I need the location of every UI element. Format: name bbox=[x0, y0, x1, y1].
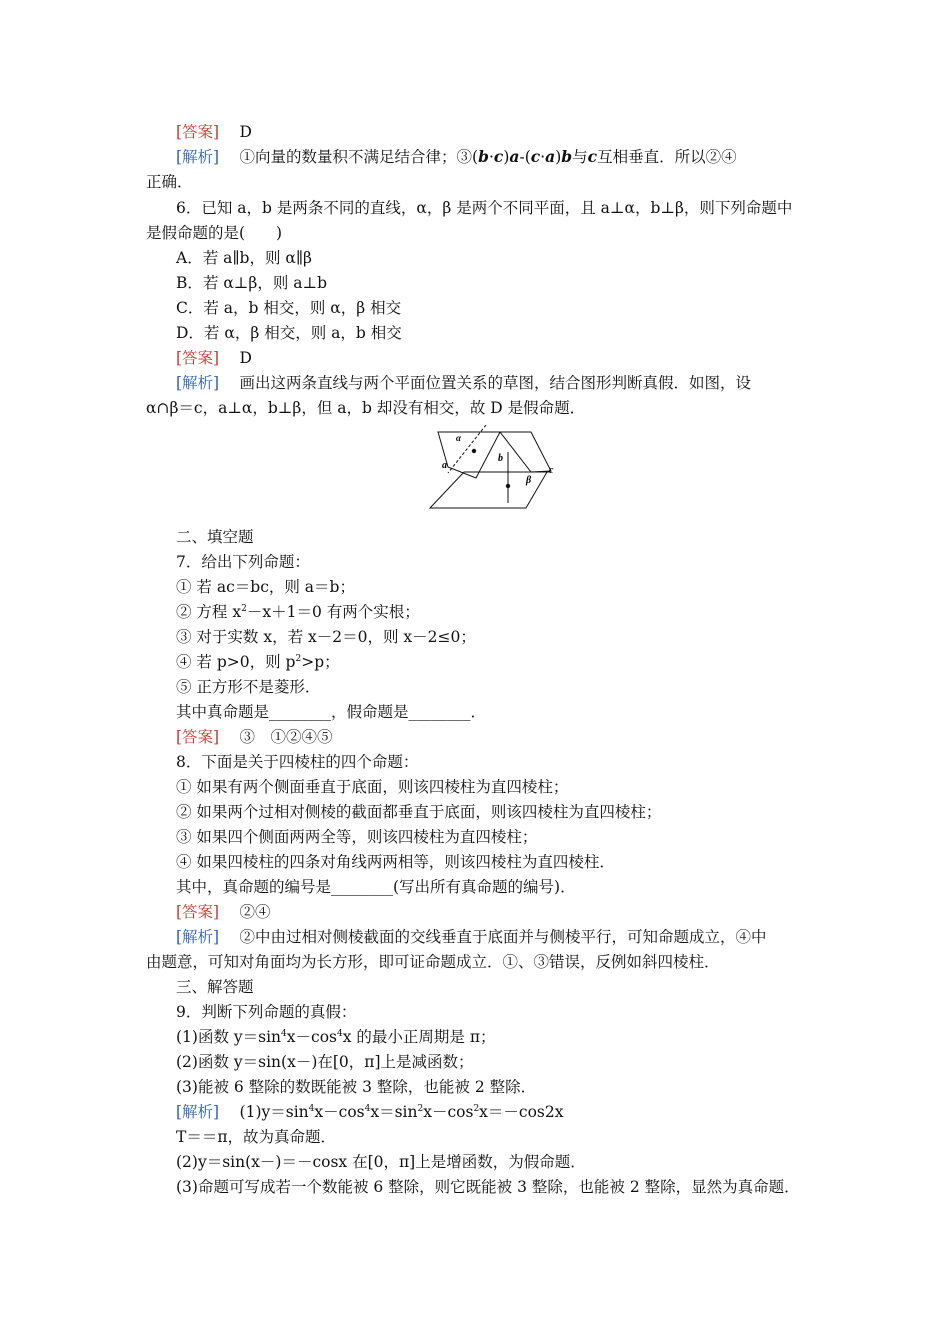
minus: -( bbox=[519, 148, 531, 166]
superscript: 4 bbox=[337, 1028, 343, 1039]
dot: · bbox=[488, 148, 494, 166]
explanation-tag: [解析] bbox=[176, 374, 220, 392]
question-8-blank: 其中，真命题的编号是________(写出所有真命题的编号)． bbox=[176, 878, 576, 896]
question-9-part3: (3)能被 6 整除的数既能被 3 整除，也能被 2 整除． bbox=[176, 1078, 537, 1096]
superscript: 4 bbox=[364, 1103, 371, 1114]
explanation-tag: [解析] bbox=[176, 928, 220, 946]
option-d: D．若 α，β 相交，则 a，b 相交 bbox=[176, 324, 402, 342]
answer-tag: [答案] bbox=[176, 903, 220, 921]
section-heading: 二、填空题 bbox=[176, 528, 254, 546]
proposition-2: ② 如果两个过相对侧棱的截面都垂直于底面，则该四棱柱为直四棱柱； bbox=[176, 803, 662, 821]
answer-5 bbox=[176, 122, 252, 142]
text: x＝－cos2x bbox=[479, 1103, 564, 1121]
explanation-8 bbox=[176, 927, 767, 947]
vector-b: b bbox=[561, 147, 573, 166]
dot: · bbox=[540, 148, 546, 166]
explanation-tag: [解析] bbox=[176, 1103, 220, 1121]
proposition-2 bbox=[176, 602, 420, 622]
explanation-6 bbox=[176, 373, 751, 393]
label-b: b bbox=[498, 453, 503, 464]
answer-tag: [答案] bbox=[176, 728, 220, 746]
superscript: 2 bbox=[241, 603, 247, 614]
label-c: c bbox=[549, 465, 554, 476]
paren: ) bbox=[555, 148, 562, 166]
vector-b: b bbox=[478, 147, 489, 166]
vector-a: a bbox=[509, 147, 520, 166]
plane-alpha bbox=[438, 432, 500, 478]
text: (1)函数 y＝sin bbox=[176, 1028, 282, 1046]
explanation-6-cont: α∩β＝c，a⊥α，b⊥β，但 a，b 却没有相交，故 D 是假命题． bbox=[146, 399, 586, 417]
vector-c: c bbox=[493, 147, 504, 166]
question-6: 6．已知 a，b 是两条不同的直线，α，β 是两个不同平面，且 a⊥α，b⊥β，则下列命题中 bbox=[176, 199, 793, 217]
explanation-9-line2: T＝＝π，故为真命题． bbox=[176, 1128, 337, 1146]
section-heading: 三、解答题 bbox=[176, 978, 254, 996]
answer-tag: [答案] bbox=[176, 349, 220, 367]
label-a: a bbox=[442, 460, 447, 471]
text: －x＋1＝0 有两个实根； bbox=[246, 603, 420, 621]
text: x－cos bbox=[286, 1028, 337, 1046]
point-b bbox=[506, 484, 510, 488]
label-beta: β bbox=[526, 475, 532, 486]
text: ② 方程 x bbox=[176, 603, 242, 621]
superscript: 4 bbox=[308, 1103, 315, 1114]
option-c: C．若 a，b 相交，则 α，β 相交 bbox=[176, 299, 402, 317]
question-9-part1 bbox=[176, 1027, 496, 1047]
explanation-5 bbox=[176, 147, 737, 167]
question-7: 7．给出下列命题： bbox=[176, 553, 310, 571]
superscript: 2 bbox=[295, 653, 302, 664]
label-alpha: α bbox=[456, 433, 461, 443]
option-b: B．若 α⊥β，则 a⊥b bbox=[176, 274, 327, 292]
paren: ) bbox=[503, 148, 510, 166]
answer-text: D bbox=[239, 349, 252, 367]
explanation-text: ②中由过相对侧棱截面的交线垂直于底面并与侧棱平行，可知命题成立，④中 bbox=[239, 928, 767, 946]
explanation-9 bbox=[176, 1102, 563, 1122]
vector-a: a bbox=[545, 147, 556, 166]
proposition-1: ① 如果有两个侧面垂直于底面，则该四棱柱为直四棱柱； bbox=[176, 778, 569, 796]
explanation-8-cont: 由题意，可知对角面均为长方形，即可证命题成立．①、③错误，反例如斜四棱柱． bbox=[146, 953, 720, 971]
answer-7 bbox=[176, 727, 333, 747]
option-a: A．若 a∥b，则 α∥β bbox=[176, 249, 312, 267]
explanation-text: 互相垂直．所以②④ bbox=[597, 148, 737, 166]
question-7-blank: 其中真命题是________，假命题是________． bbox=[176, 703, 487, 721]
answer-text: ③ ①②④⑤ bbox=[239, 728, 333, 746]
proposition-1: ① 若 ac＝bc，则 a＝b； bbox=[176, 578, 355, 596]
planes-figure bbox=[426, 425, 566, 515]
proposition-4: ④ 如果四棱柱的四条对角线两两相等，则该四棱柱为直四棱柱． bbox=[176, 853, 615, 871]
vector-c: c bbox=[530, 147, 541, 166]
answer-tag: [答案] bbox=[176, 123, 220, 141]
text: x－cos bbox=[423, 1103, 474, 1121]
text: x＝sin bbox=[370, 1103, 418, 1121]
superscript: 4 bbox=[281, 1028, 287, 1039]
superscript: 2 bbox=[417, 1103, 424, 1114]
answer-text: ②④ bbox=[239, 903, 271, 921]
question-6-cont: 是假命题的是( ) bbox=[146, 224, 283, 242]
text: ④ 若 p>0，则 p bbox=[176, 653, 296, 671]
explanation-text: 画出这两条直线与两个平面位置关系的草图，结合图形判断真假．如图，设 bbox=[239, 374, 752, 392]
text-line: 正确． bbox=[146, 173, 193, 191]
superscript: 2 bbox=[473, 1103, 480, 1114]
proposition-3: ③ 对于实数 x，若 x－2＝0，则 x－2≤0； bbox=[176, 628, 476, 646]
word: 与 bbox=[572, 148, 588, 166]
question-9-part2: (2)函数 y＝sin(x－)在[0，π]上是减函数； bbox=[176, 1053, 474, 1071]
vector-c: c bbox=[587, 147, 598, 166]
explanation-9-line4: (3)命题可写成若一个数能被 6 整除，则它既能被 3 整除，也能被 2 整除，显然为真命题． bbox=[176, 1178, 800, 1196]
answer-text: D bbox=[239, 123, 252, 141]
text: >p； bbox=[301, 653, 340, 671]
explanation-tag: [解析] bbox=[176, 148, 220, 166]
answer-8 bbox=[176, 902, 271, 922]
text: (1)y＝sin bbox=[239, 1103, 309, 1121]
explanation-text: ①向量的数量积不满足结合律；③( bbox=[239, 148, 479, 166]
point-a bbox=[472, 449, 476, 453]
text: x 的最小正周期是 π； bbox=[342, 1028, 496, 1046]
proposition-4 bbox=[176, 652, 340, 672]
question-9: 9．判断下列命题的真假： bbox=[176, 1003, 357, 1021]
proposition-3: ③ 如果四个侧面两两全等，则该四棱柱为直四棱柱； bbox=[176, 828, 538, 846]
answer-6 bbox=[176, 348, 252, 368]
explanation-9-line3: (2)y＝sin(x－)＝－cosx 在[0，π]上是增函数，为假命题． bbox=[176, 1153, 586, 1171]
proposition-5: ⑤ 正方形不是菱形． bbox=[176, 678, 321, 696]
question-8: 8．下面是关于四棱柱的四个命题： bbox=[176, 753, 419, 771]
text: x－cos bbox=[314, 1103, 365, 1121]
